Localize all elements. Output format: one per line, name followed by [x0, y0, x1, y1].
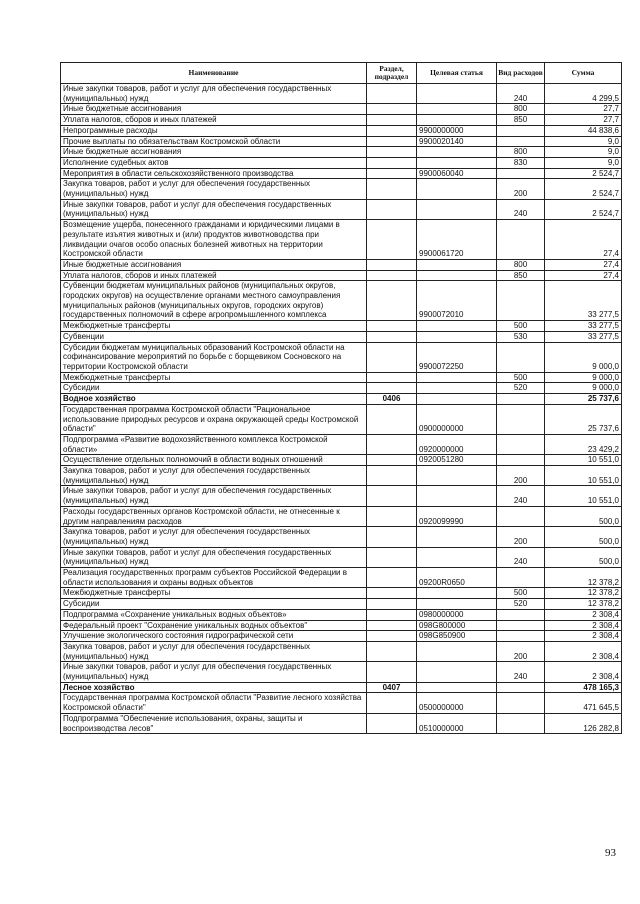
row-type — [497, 455, 545, 466]
row-target: 9900072250 — [417, 342, 497, 372]
page-number: 93 — [605, 847, 616, 859]
row-target — [417, 147, 497, 158]
row-name: Федеральный проект "Сохранение уникальных водных объектов" — [61, 620, 367, 631]
row-sum: 44 838,6 — [545, 125, 622, 136]
row-name: Непрограммные расходы — [61, 125, 367, 136]
row-target: 0510000000 — [417, 713, 497, 733]
row-sum: 9 000,0 — [545, 342, 622, 372]
row-section — [367, 713, 417, 733]
row-section — [367, 104, 417, 115]
table-row — [61, 342, 622, 372]
row-type: 200 — [497, 179, 545, 199]
table-row — [61, 84, 622, 104]
row-section — [367, 199, 417, 219]
table-row — [61, 568, 622, 588]
table-row — [61, 599, 622, 610]
row-section — [367, 404, 417, 434]
header-target: Целевая статья — [417, 63, 497, 84]
row-sum: 2 308,4 — [545, 620, 622, 631]
row-target — [417, 527, 497, 547]
row-name: Уплата налогов, сборов и иных платежей — [61, 270, 367, 281]
row-section — [367, 270, 417, 281]
row-type — [497, 342, 545, 372]
row-target: 9900061720 — [417, 220, 497, 260]
row-name: Мероприятия в области сельскохозяйственного производства — [61, 168, 367, 179]
row-type — [497, 506, 545, 526]
row-section — [367, 547, 417, 567]
row-section — [367, 115, 417, 126]
row-sum: 25 737,6 — [545, 394, 622, 405]
row-target — [417, 641, 497, 661]
row-target — [417, 157, 497, 168]
table-row — [61, 168, 622, 179]
row-section — [367, 609, 417, 620]
row-type: 800 — [497, 147, 545, 158]
table-row — [61, 466, 622, 486]
row-target — [417, 104, 497, 115]
row-section: 0407 — [367, 682, 417, 693]
row-name: Иные бюджетные ассигнования — [61, 259, 367, 270]
row-name: Иные закупки товаров, работ и услуг для обеспечения государственных (муниципальных) нужд — [61, 547, 367, 567]
row-sum: 33 277,5 — [545, 321, 622, 332]
row-type — [497, 136, 545, 147]
row-section — [367, 620, 417, 631]
table-row — [61, 713, 622, 733]
row-sum: 2 524,7 — [545, 168, 622, 179]
row-target — [417, 588, 497, 599]
row-name: Закупка товаров, работ и услуг для обеспечения государственных (муниципальных) нужд — [61, 179, 367, 199]
row-section — [367, 434, 417, 454]
row-sum: 9,0 — [545, 147, 622, 158]
row-sum: 33 277,5 — [545, 331, 622, 342]
row-target — [417, 486, 497, 506]
table-row — [61, 281, 622, 321]
table-row — [61, 383, 622, 394]
row-name: Подпрограмма «Сохранение уникальных водных объектов» — [61, 609, 367, 620]
row-section — [367, 157, 417, 168]
row-name: Субсидии — [61, 383, 367, 394]
row-sum: 9,0 — [545, 157, 622, 168]
row-section — [367, 527, 417, 547]
row-target — [417, 662, 497, 682]
row-target — [417, 547, 497, 567]
row-type — [497, 620, 545, 631]
row-section — [367, 506, 417, 526]
header-sum: Сумма — [545, 63, 622, 84]
row-sum: 27,4 — [545, 220, 622, 260]
row-section: 0406 — [367, 394, 417, 405]
row-type: 500 — [497, 372, 545, 383]
row-type — [497, 281, 545, 321]
table-row — [61, 682, 622, 693]
row-target — [417, 331, 497, 342]
row-type — [497, 609, 545, 620]
row-target: 9900000000 — [417, 125, 497, 136]
row-section — [367, 321, 417, 332]
header-name: Наименование — [61, 63, 367, 84]
row-type: 240 — [497, 662, 545, 682]
table-row — [61, 331, 622, 342]
row-type — [497, 568, 545, 588]
row-sum: 27,7 — [545, 104, 622, 115]
row-target — [417, 372, 497, 383]
budget-page — [60, 62, 621, 734]
row-sum: 2 524,7 — [545, 179, 622, 199]
table-row — [61, 609, 622, 620]
table-row — [61, 157, 622, 168]
row-section — [367, 588, 417, 599]
row-target — [417, 115, 497, 126]
table-row — [61, 179, 622, 199]
row-name: Иные бюджетные ассигнования — [61, 104, 367, 115]
row-target: 0900000000 — [417, 404, 497, 434]
row-type: 500 — [497, 588, 545, 599]
row-section — [367, 599, 417, 610]
row-sum: 500,0 — [545, 506, 622, 526]
row-target: 9900020140 — [417, 136, 497, 147]
row-name: Расходы государственных органов Костромской области, не отнесенные к другим направлениям расходов — [61, 506, 367, 526]
table-row — [61, 104, 622, 115]
table-row — [61, 394, 622, 405]
row-section — [367, 372, 417, 383]
table-row — [61, 321, 622, 332]
table-row — [61, 259, 622, 270]
row-sum: 12 378,2 — [545, 599, 622, 610]
row-section — [367, 220, 417, 260]
row-section — [367, 331, 417, 342]
row-target: 098G850900 — [417, 631, 497, 642]
row-name: Иные бюджетные ассигнования — [61, 147, 367, 158]
row-target — [417, 321, 497, 332]
row-name: Закупка товаров, работ и услуг для обеспечения государственных (муниципальных) нужд — [61, 527, 367, 547]
row-type: 800 — [497, 104, 545, 115]
row-name: Межбюджетные трансферты — [61, 321, 367, 332]
row-section — [367, 641, 417, 661]
row-sum: 471 645,5 — [545, 693, 622, 713]
row-target — [417, 199, 497, 219]
row-section — [367, 662, 417, 682]
row-target: 098G800000 — [417, 620, 497, 631]
row-sum: 500,0 — [545, 547, 622, 567]
table-row — [61, 547, 622, 567]
row-sum: 9,0 — [545, 136, 622, 147]
row-name: Субвенции — [61, 331, 367, 342]
row-section — [367, 383, 417, 394]
row-section — [367, 179, 417, 199]
row-type: 830 — [497, 157, 545, 168]
row-sum: 33 277,5 — [545, 281, 622, 321]
table-row — [61, 641, 622, 661]
row-sum: 27,7 — [545, 115, 622, 126]
row-target — [417, 394, 497, 405]
row-name: Межбюджетные трансферты — [61, 372, 367, 383]
table-row — [61, 631, 622, 642]
table-row — [61, 693, 622, 713]
table-row — [61, 527, 622, 547]
row-sum: 27,4 — [545, 270, 622, 281]
row-target — [417, 466, 497, 486]
row-target — [417, 599, 497, 610]
row-sum: 12 378,2 — [545, 568, 622, 588]
table-row — [61, 506, 622, 526]
row-section — [367, 466, 417, 486]
row-name: Закупка товаров, работ и услуг для обеспечения государственных (муниципальных) нужд — [61, 641, 367, 661]
row-name: Реализация государственных программ субъектов Российской Федерации в области использования и охраны водных объектов — [61, 568, 367, 588]
row-name: Прочие выплаты по обязательствам Костромской области — [61, 136, 367, 147]
row-section — [367, 168, 417, 179]
row-sum: 23 429,2 — [545, 434, 622, 454]
row-sum: 10 551,0 — [545, 486, 622, 506]
row-name: Иные закупки товаров, работ и услуг для обеспечения государственных (муниципальных) нужд — [61, 84, 367, 104]
row-type: 200 — [497, 641, 545, 661]
table-header-row — [61, 63, 622, 84]
row-name: Субсидии бюджетам муниципальных образований Костромской области на софинансирование мероприятий по борьбе с борщевиком Сосновского на территории Костромской области — [61, 342, 367, 372]
row-type: 240 — [497, 486, 545, 506]
table-row — [61, 486, 622, 506]
row-sum: 2 308,4 — [545, 631, 622, 642]
header-type: Вид расходов — [497, 63, 545, 84]
row-section — [367, 259, 417, 270]
row-sum: 2 308,4 — [545, 662, 622, 682]
row-name: Иные закупки товаров, работ и услуг для обеспечения государственных (муниципальных) нужд — [61, 662, 367, 682]
row-type: 200 — [497, 527, 545, 547]
budget-table — [60, 62, 622, 734]
row-target: 9900072010 — [417, 281, 497, 321]
table-row — [61, 404, 622, 434]
row-type: 800 — [497, 259, 545, 270]
row-name: Осуществление отдельных полномочий в области водных отношений — [61, 455, 367, 466]
row-name: Улучшение экологического состояния гидрографической сети — [61, 631, 367, 642]
row-section — [367, 631, 417, 642]
row-target — [417, 270, 497, 281]
table-row — [61, 455, 622, 466]
row-sum: 10 551,0 — [545, 455, 622, 466]
row-target — [417, 259, 497, 270]
row-type: 240 — [497, 199, 545, 219]
row-type: 850 — [497, 115, 545, 126]
table-row — [61, 115, 622, 126]
row-type — [497, 713, 545, 733]
row-name: Государственная программа Костромской области "Рациональное использование природных ресурсов и охрана окружающей среды Костромской области" — [61, 404, 367, 434]
row-name: Лесное хозяйство — [61, 682, 367, 693]
table-row — [61, 125, 622, 136]
row-type: 240 — [497, 547, 545, 567]
table-row — [61, 372, 622, 383]
row-sum: 2 308,4 — [545, 609, 622, 620]
row-target: 0920051280 — [417, 455, 497, 466]
row-sum: 12 378,2 — [545, 588, 622, 599]
row-type: 850 — [497, 270, 545, 281]
row-section — [367, 84, 417, 104]
row-section — [367, 486, 417, 506]
table-row — [61, 199, 622, 219]
row-sum: 25 737,6 — [545, 404, 622, 434]
row-type — [497, 682, 545, 693]
row-type: 240 — [497, 84, 545, 104]
row-name: Исполнение судебных актов — [61, 157, 367, 168]
row-section — [367, 693, 417, 713]
row-type — [497, 631, 545, 642]
header-section: Раздел, подраздел — [367, 63, 417, 84]
row-type — [497, 434, 545, 454]
row-sum: 2 524,7 — [545, 199, 622, 219]
table-row — [61, 147, 622, 158]
row-section — [367, 125, 417, 136]
row-type: 520 — [497, 383, 545, 394]
row-target: 09200R0650 — [417, 568, 497, 588]
table-row — [61, 662, 622, 682]
table-body — [61, 84, 622, 734]
row-type: 500 — [497, 321, 545, 332]
row-sum: 27,4 — [545, 259, 622, 270]
row-type — [497, 404, 545, 434]
row-section — [367, 147, 417, 158]
row-name: Иные закупки товаров, работ и услуг для обеспечения государственных (муниципальных) нужд — [61, 486, 367, 506]
row-name: Уплата налогов, сборов и иных платежей — [61, 115, 367, 126]
row-name: Возмещение ущерба, понесенного гражданами и юридическими лицами в результате изъятия животных и (или) продуктов животноводства при ликвидации очагов особо опасных болезней животных на территории Костромской области — [61, 220, 367, 260]
row-section — [367, 455, 417, 466]
table-row — [61, 434, 622, 454]
row-target — [417, 179, 497, 199]
row-target — [417, 682, 497, 693]
row-sum: 500,0 — [545, 527, 622, 547]
row-type: 200 — [497, 466, 545, 486]
row-type — [497, 693, 545, 713]
row-name: Субвенции бюджетам муниципальных районов (муниципальных округов, городских округов) на осуществление органами местного самоуправления муниципальных районов (муниципальных округов, городских округов) государственных полномочий в сфере агропромышленного комплекса — [61, 281, 367, 321]
row-name: Подпрограмма "Обеспечение использования, охраны, защиты и воспроизводства лесов" — [61, 713, 367, 733]
row-sum: 9 000,0 — [545, 383, 622, 394]
row-target: 0920000000 — [417, 434, 497, 454]
row-section — [367, 568, 417, 588]
row-target: 9900060040 — [417, 168, 497, 179]
row-target: 0920099990 — [417, 506, 497, 526]
row-target: 0500000000 — [417, 693, 497, 713]
table-row — [61, 136, 622, 147]
row-type — [497, 394, 545, 405]
row-type — [497, 168, 545, 179]
table-row — [61, 270, 622, 281]
row-target — [417, 383, 497, 394]
row-name: Государственная программа Костромской области "Развитие лесного хозяйства Костромской области" — [61, 693, 367, 713]
row-sum: 126 282,8 — [545, 713, 622, 733]
row-type: 520 — [497, 599, 545, 610]
row-name: Субсидии — [61, 599, 367, 610]
row-name: Межбюджетные трансферты — [61, 588, 367, 599]
row-sum: 478 165,3 — [545, 682, 622, 693]
row-sum: 9 000,0 — [545, 372, 622, 383]
table-row — [61, 588, 622, 599]
row-sum: 10 551,0 — [545, 466, 622, 486]
table-row — [61, 220, 622, 260]
row-name: Подпрограмма «Развитие водохозяйственного комплекса Костромской области» — [61, 434, 367, 454]
row-name: Закупка товаров, работ и услуг для обеспечения государственных (муниципальных) нужд — [61, 466, 367, 486]
row-target: 0980000000 — [417, 609, 497, 620]
row-name: Водное хозяйство — [61, 394, 367, 405]
row-section — [367, 281, 417, 321]
row-type — [497, 220, 545, 260]
row-section — [367, 342, 417, 372]
row-type — [497, 125, 545, 136]
row-name: Иные закупки товаров, работ и услуг для обеспечения государственных (муниципальных) нужд — [61, 199, 367, 219]
row-sum: 4 299,5 — [545, 84, 622, 104]
row-type: 530 — [497, 331, 545, 342]
row-section — [367, 136, 417, 147]
row-sum: 2 308,4 — [545, 641, 622, 661]
table-row — [61, 620, 622, 631]
row-target — [417, 84, 497, 104]
